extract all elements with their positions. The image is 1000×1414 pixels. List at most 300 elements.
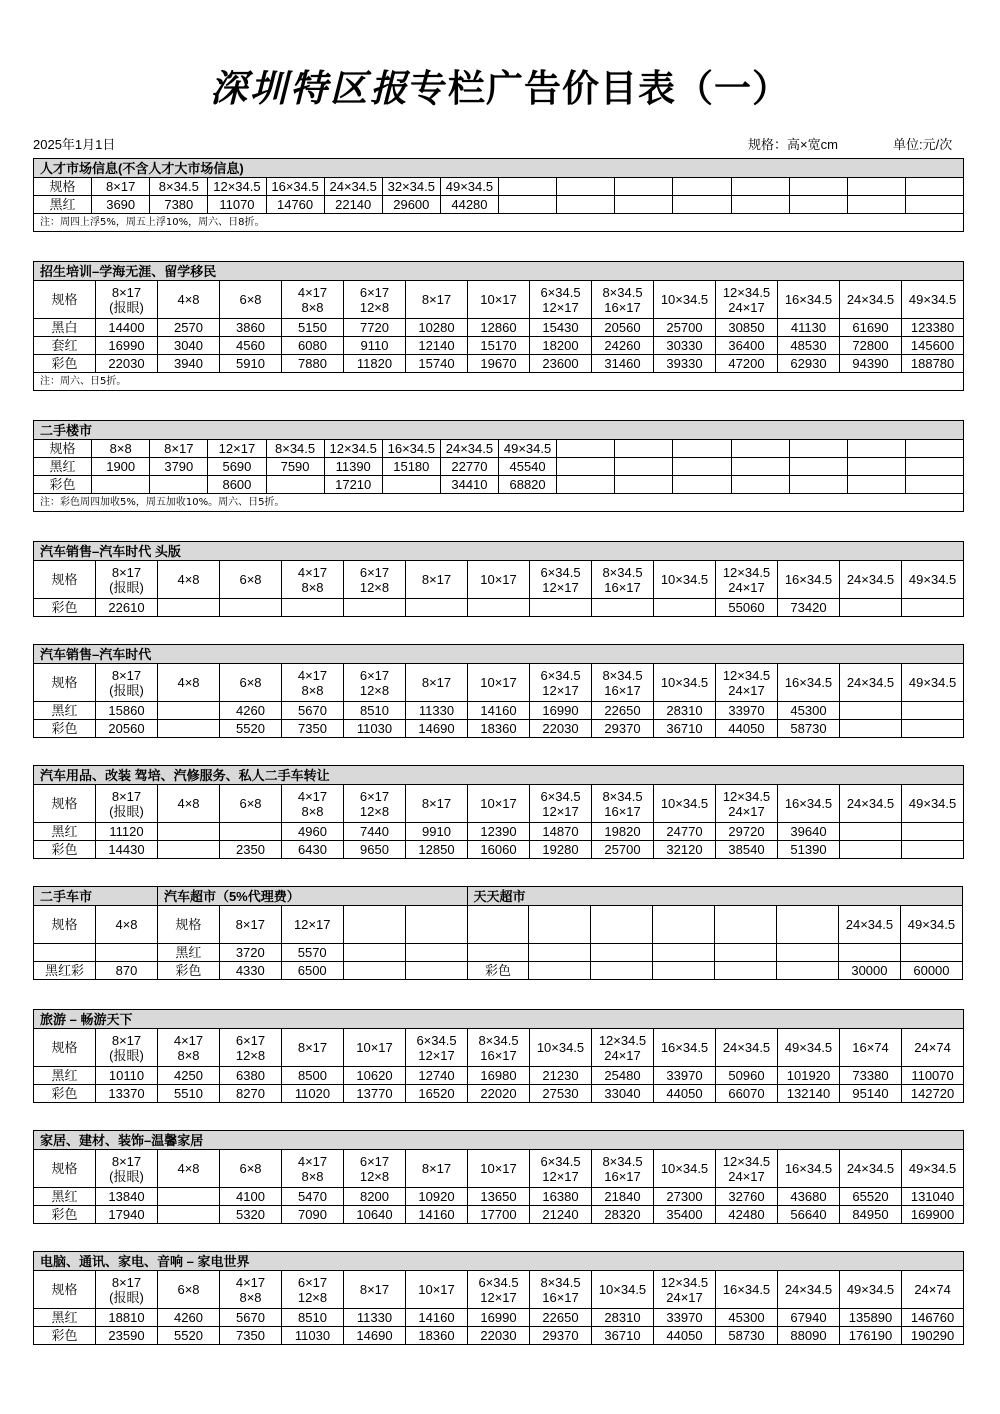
size-header: 8×17 <box>406 281 468 319</box>
price-cell: 14160 <box>406 1206 468 1224</box>
size-line: 8×17 <box>111 1032 142 1048</box>
price-cell: 8200 <box>344 1188 406 1206</box>
size-header: 24×34.5 <box>840 785 902 823</box>
size-header <box>344 1150 406 1188</box>
size-header: 24×34.5 <box>840 281 902 319</box>
row-label: 规格 <box>34 178 92 196</box>
row-label: 规格 <box>34 906 96 944</box>
size-line: 6×34.5 <box>540 564 581 580</box>
price-cell: 30330 <box>654 337 716 355</box>
effective-date: 2025年1月1日 <box>33 137 116 152</box>
size-header: 8×17 <box>282 1029 344 1067</box>
section-note: 注：周四上浮5%，周五上浮10%，周六、日8折。 <box>34 214 964 232</box>
size-line: 24×17 <box>728 803 765 819</box>
price-cell: 21230 <box>530 1067 592 1085</box>
price-cell <box>557 196 615 214</box>
size-line: 4×17 <box>297 284 328 300</box>
price-cell: 3790 <box>150 458 208 476</box>
price-cell: 4330 <box>219 962 281 980</box>
price-cell: 36710 <box>654 720 716 738</box>
size-line: (报眼) <box>109 682 144 698</box>
price-cell: 43680 <box>778 1188 840 1206</box>
price-cell: 29370 <box>530 1327 592 1345</box>
size-header: 49×34.5 <box>902 561 964 599</box>
section-electronics <box>33 1251 963 1345</box>
row-label: 彩色 <box>34 720 96 738</box>
price-cell: 19670 <box>468 355 530 373</box>
size-header <box>731 440 789 458</box>
size-line: 16×17 <box>604 579 641 595</box>
price-cell: 11330 <box>406 702 468 720</box>
price-cell: 17210 <box>324 476 382 494</box>
price-cell: 11820 <box>344 355 406 373</box>
price-cell: 22030 <box>530 720 592 738</box>
price-cell: 22140 <box>324 196 382 214</box>
price-cell: 31460 <box>592 355 654 373</box>
price-cell: 145600 <box>902 337 964 355</box>
size-header <box>789 178 847 196</box>
size-header: 8×8 <box>92 440 150 458</box>
size-header: 12×34.5 <box>324 440 382 458</box>
size-header: 24×74 <box>902 1271 964 1309</box>
price-cell: 5320 <box>220 1206 282 1224</box>
size-header: 10×34.5 <box>592 1271 654 1309</box>
row-label: 规格 <box>34 1271 96 1309</box>
section-title: 天天超市 <box>467 887 962 906</box>
size-header <box>716 561 778 599</box>
price-cell: 30000 <box>838 962 900 980</box>
row-label: 彩色 <box>467 962 529 980</box>
price-cell: 28320 <box>592 1206 654 1224</box>
size-header: 10×17 <box>468 1150 530 1188</box>
price-cell: 72800 <box>840 337 902 355</box>
size-line: 12×8 <box>359 803 390 819</box>
size-header: 10×17 <box>468 664 530 702</box>
price-cell: 15740 <box>406 355 468 373</box>
price-cell: 870 <box>96 962 158 980</box>
price-cell <box>615 476 673 494</box>
price-cell: 22770 <box>440 458 498 476</box>
price-cell: 18810 <box>96 1309 158 1327</box>
price-cell: 4260 <box>220 702 282 720</box>
price-cell: 29720 <box>716 823 778 841</box>
size-line: (报眼) <box>109 1047 144 1063</box>
price-cell <box>789 476 847 494</box>
price-cell <box>840 841 902 859</box>
size-header: 16×34.5 <box>382 440 440 458</box>
size-line: 6×34.5 <box>540 667 581 683</box>
size-header: 10×34.5 <box>654 561 716 599</box>
size-line: 8×8 <box>301 803 324 819</box>
row-label: 黑红 <box>34 458 92 476</box>
price-cell: 44050 <box>654 1327 716 1345</box>
price-cell: 9910 <box>406 823 468 841</box>
size-header: 24×34.5 <box>716 1029 778 1067</box>
price-cell: 23600 <box>530 355 592 373</box>
size-header: 6×8 <box>220 1150 282 1188</box>
price-cell <box>158 1206 220 1224</box>
size-header <box>344 785 406 823</box>
price-cell: 101920 <box>778 1067 840 1085</box>
price-cell <box>499 196 557 214</box>
price-cell: 48530 <box>778 337 840 355</box>
size-header <box>716 281 778 319</box>
price-cell: 19280 <box>530 841 592 859</box>
price-cell: 12740 <box>406 1067 468 1085</box>
size-line: 16×17 <box>604 299 641 315</box>
size-header: 49×34.5 <box>499 440 557 458</box>
price-cell: 51390 <box>778 841 840 859</box>
price-cell: 25700 <box>654 319 716 337</box>
size-header <box>96 561 158 599</box>
price-cell: 88090 <box>778 1327 840 1345</box>
price-cell: 5510 <box>158 1085 220 1103</box>
price-cell: 16990 <box>96 337 158 355</box>
price-cell: 12860 <box>468 319 530 337</box>
size-line: 4×17 <box>235 1274 266 1290</box>
price-cell <box>847 476 905 494</box>
size-line: 12×34.5 <box>722 564 771 580</box>
price-cell: 58730 <box>716 1327 778 1345</box>
price-cell <box>840 823 902 841</box>
size-header <box>282 561 344 599</box>
size-header: 6×8 <box>158 1271 220 1309</box>
size-header <box>716 1150 778 1188</box>
price-cell: 16520 <box>406 1085 468 1103</box>
size-header: 49×34.5 <box>778 1029 840 1067</box>
price-cell: 61690 <box>840 319 902 337</box>
size-line: 8×8 <box>301 682 324 698</box>
row-label: 黑红彩 <box>34 962 96 980</box>
price-cell: 95140 <box>840 1085 902 1103</box>
price-cell: 15860 <box>96 702 158 720</box>
price-cell: 12390 <box>468 823 530 841</box>
size-line: 8×17 <box>111 788 142 804</box>
size-line: 6×34.5 <box>540 788 581 804</box>
size-line: 6×17 <box>359 667 390 683</box>
price-cell: 22650 <box>592 702 654 720</box>
size-line: 12×8 <box>359 299 390 315</box>
price-cell: 30850 <box>716 319 778 337</box>
row-label: 黑白 <box>34 319 96 337</box>
size-line: 6×17 <box>297 1274 328 1290</box>
size-line: 6×17 <box>359 788 390 804</box>
row-label: 规格 <box>34 785 96 823</box>
price-cell: 15180 <box>382 458 440 476</box>
size-header <box>789 440 847 458</box>
row-label: 彩色 <box>34 841 96 859</box>
size-line: 8×8 <box>301 1168 324 1184</box>
size-header: 8×34.5 <box>150 178 208 196</box>
price-cell: 5520 <box>158 1327 220 1345</box>
price-cell: 33040 <box>592 1085 654 1103</box>
price-cell: 14160 <box>468 702 530 720</box>
price-cell: 22610 <box>96 599 158 617</box>
price-cell: 10920 <box>406 1188 468 1206</box>
price-cell <box>654 599 716 617</box>
section-title: 二手车市 <box>34 887 158 906</box>
size-line: (报眼) <box>109 579 144 595</box>
size-line: 16×17 <box>480 1047 517 1063</box>
size-header: 8×17 <box>406 1150 468 1188</box>
row-label: 彩色 <box>34 1327 96 1345</box>
price-cell: 188780 <box>902 355 964 373</box>
price-cell: 33970 <box>654 1067 716 1085</box>
size-header <box>557 178 615 196</box>
price-table <box>33 541 964 617</box>
price-cell: 18360 <box>468 720 530 738</box>
size-line: 12×17 <box>542 803 579 819</box>
price-cell: 44050 <box>716 720 778 738</box>
price-cell: 142720 <box>902 1085 964 1103</box>
section-title: 二手楼市 <box>34 421 964 440</box>
size-header <box>615 440 673 458</box>
section-housing <box>33 420 963 512</box>
price-cell <box>902 599 964 617</box>
price-cell <box>840 599 902 617</box>
price-cell: 41130 <box>778 319 840 337</box>
size-line: (报眼) <box>109 803 144 819</box>
size-line: 12×17 <box>480 1289 517 1305</box>
price-cell: 84950 <box>840 1206 902 1224</box>
section-travel <box>33 1009 963 1103</box>
price-cell: 14690 <box>406 720 468 738</box>
price-cell: 11390 <box>324 458 382 476</box>
size-line: 12×34.5 <box>722 1153 771 1169</box>
size-header: 10×34.5 <box>654 281 716 319</box>
size-header: 16×34.5 <box>778 664 840 702</box>
price-cell <box>557 458 615 476</box>
price-cell: 45540 <box>499 458 557 476</box>
price-cell: 22650 <box>530 1309 592 1327</box>
price-cell <box>673 196 731 214</box>
section-title: 旅游 – 畅游天下 <box>34 1010 964 1029</box>
price-cell <box>905 196 963 214</box>
row-label: 黑红 <box>34 196 92 214</box>
size-header <box>530 281 592 319</box>
price-cell <box>158 1188 220 1206</box>
price-cell: 11120 <box>96 823 158 841</box>
size-header: 10×17 <box>344 1029 406 1067</box>
size-header: 8×17 <box>406 561 468 599</box>
price-cell: 66070 <box>716 1085 778 1103</box>
section-auto-service <box>33 765 963 859</box>
size-line: 12×17 <box>542 299 579 315</box>
section-title: 招生培训–学海无涯、留学移民 <box>34 262 964 281</box>
size-line: 12×8 <box>359 1168 390 1184</box>
price-cell: 4960 <box>282 823 344 841</box>
price-cell: 146760 <box>902 1309 964 1327</box>
size-header: 24×34.5 <box>440 440 498 458</box>
price-cell: 169900 <box>902 1206 964 1224</box>
price-cell <box>902 702 964 720</box>
size-line: 6×34.5 <box>540 1153 581 1169</box>
size-header: 12×17 <box>281 906 343 944</box>
price-cell: 132140 <box>778 1085 840 1103</box>
size-header <box>344 281 406 319</box>
price-cell: 5570 <box>281 944 343 962</box>
size-header: 49×34.5 <box>902 1150 964 1188</box>
price-cell: 42480 <box>716 1206 778 1224</box>
price-cell: 33970 <box>654 1309 716 1327</box>
row-label: 规格 <box>34 664 96 702</box>
price-cell: 3720 <box>219 944 281 962</box>
price-cell <box>282 599 344 617</box>
price-table <box>33 420 964 512</box>
size-line: 12×34.5 <box>722 788 771 804</box>
size-header: 49×34.5 <box>900 906 962 944</box>
price-cell <box>468 599 530 617</box>
price-cell <box>615 458 673 476</box>
price-cell <box>382 476 440 494</box>
size-line: 12×17 <box>542 579 579 595</box>
price-cell: 35400 <box>654 1206 716 1224</box>
size-header <box>592 1150 654 1188</box>
size-line: 8×17 <box>111 1274 142 1290</box>
size-header: 8×17 <box>92 178 150 196</box>
price-cell: 24770 <box>654 823 716 841</box>
price-cell: 8510 <box>282 1309 344 1327</box>
size-header: 4×8 <box>158 561 220 599</box>
price-cell: 38540 <box>716 841 778 859</box>
price-cell <box>840 720 902 738</box>
size-header: 8×34.5 <box>266 440 324 458</box>
size-header: 24×34.5 <box>838 906 900 944</box>
price-cell <box>847 458 905 476</box>
size-header <box>530 785 592 823</box>
price-cell: 47200 <box>716 355 778 373</box>
price-cell: 3940 <box>158 355 220 373</box>
size-header: 32×34.5 <box>382 178 440 196</box>
size-header: 16×34.5 <box>266 178 324 196</box>
price-table <box>33 644 964 738</box>
price-cell: 7350 <box>220 1327 282 1345</box>
size-line: 4×17 <box>297 564 328 580</box>
size-header: 24×34.5 <box>778 1271 840 1309</box>
price-cell: 62930 <box>778 355 840 373</box>
price-cell: 11330 <box>344 1309 406 1327</box>
price-cell <box>92 476 150 494</box>
price-table <box>33 1009 964 1103</box>
size-header <box>530 664 592 702</box>
price-cell: 13770 <box>344 1085 406 1103</box>
price-cell: 5910 <box>220 355 282 373</box>
row-label: 套红 <box>34 337 96 355</box>
row-label: 彩色 <box>34 355 96 373</box>
size-header <box>716 664 778 702</box>
price-cell: 4260 <box>158 1309 220 1327</box>
size-line: (报眼) <box>109 299 144 315</box>
price-cell <box>344 599 406 617</box>
size-line: 6×17 <box>235 1032 266 1048</box>
price-table <box>33 1130 964 1224</box>
size-header <box>282 1150 344 1188</box>
price-cell <box>905 458 963 476</box>
row-label: 彩色 <box>34 1085 96 1103</box>
row-label: 黑红 <box>34 1309 96 1327</box>
size-header: 49×34.5 <box>440 178 498 196</box>
price-cell: 21240 <box>530 1206 592 1224</box>
price-cell: 10280 <box>406 319 468 337</box>
size-header <box>282 785 344 823</box>
size-line: 8×8 <box>177 1047 200 1063</box>
size-line: 12×34.5 <box>660 1274 709 1290</box>
size-header: 12×34.5 <box>208 178 266 196</box>
price-cell: 7350 <box>282 720 344 738</box>
size-header: 24×74 <box>902 1029 964 1067</box>
price-cell: 9110 <box>344 337 406 355</box>
price-cell: 5690 <box>208 458 266 476</box>
row-label: 彩色 <box>34 476 92 494</box>
size-header <box>592 281 654 319</box>
price-cell: 110070 <box>902 1067 964 1085</box>
size-header <box>731 178 789 196</box>
price-cell: 16990 <box>530 702 592 720</box>
price-cell <box>557 476 615 494</box>
price-cell: 58730 <box>778 720 840 738</box>
size-line: 24×17 <box>728 579 765 595</box>
size-header: 16×34.5 <box>778 1150 840 1188</box>
price-cell: 12850 <box>406 841 468 859</box>
price-cell: 16990 <box>468 1309 530 1327</box>
size-header: 10×17 <box>406 1271 468 1309</box>
unit-note: 单位:元/次 <box>893 137 953 152</box>
price-cell: 45300 <box>778 702 840 720</box>
size-line: 4×17 <box>173 1032 204 1048</box>
price-cell <box>902 841 964 859</box>
size-line: 24×17 <box>728 682 765 698</box>
size-line: 8×17 <box>111 667 142 683</box>
size-header: 24×34.5 <box>840 561 902 599</box>
size-header <box>905 178 963 196</box>
price-table <box>33 1251 964 1345</box>
markets-table <box>33 886 963 980</box>
size-header: 10×17 <box>468 561 530 599</box>
price-cell <box>840 702 902 720</box>
price-table <box>33 158 964 232</box>
size-header: 24×34.5 <box>840 1150 902 1188</box>
price-cell: 17700 <box>468 1206 530 1224</box>
row-label: 彩色 <box>34 599 96 617</box>
size-line: 12×8 <box>359 579 390 595</box>
size-header: 12×17 <box>208 440 266 458</box>
price-cell: 7440 <box>344 823 406 841</box>
price-cell: 32760 <box>716 1188 778 1206</box>
size-header <box>654 1271 716 1309</box>
price-cell: 15430 <box>530 319 592 337</box>
price-cell: 56640 <box>778 1206 840 1224</box>
price-cell: 10110 <box>96 1067 158 1085</box>
size-line: 6×34.5 <box>540 284 581 300</box>
price-cell: 5470 <box>282 1188 344 1206</box>
row-label: 规格 <box>34 281 96 319</box>
size-header <box>530 1271 592 1309</box>
price-cell: 10640 <box>344 1206 406 1224</box>
price-cell: 44050 <box>654 1085 716 1103</box>
size-header: 16×34.5 <box>778 561 840 599</box>
price-cell <box>150 476 208 494</box>
size-line: 8×34.5 <box>602 1153 643 1169</box>
size-header <box>282 1271 344 1309</box>
size-header <box>530 561 592 599</box>
size-header: 10×34.5 <box>654 785 716 823</box>
price-cell: 20560 <box>592 319 654 337</box>
size-header: 8×17 <box>344 1271 406 1309</box>
price-cell: 13650 <box>468 1188 530 1206</box>
price-cell: 73380 <box>840 1067 902 1085</box>
section-title: 电脑、通讯、家电、音响 – 家电世界 <box>34 1252 964 1271</box>
price-cell <box>592 599 654 617</box>
